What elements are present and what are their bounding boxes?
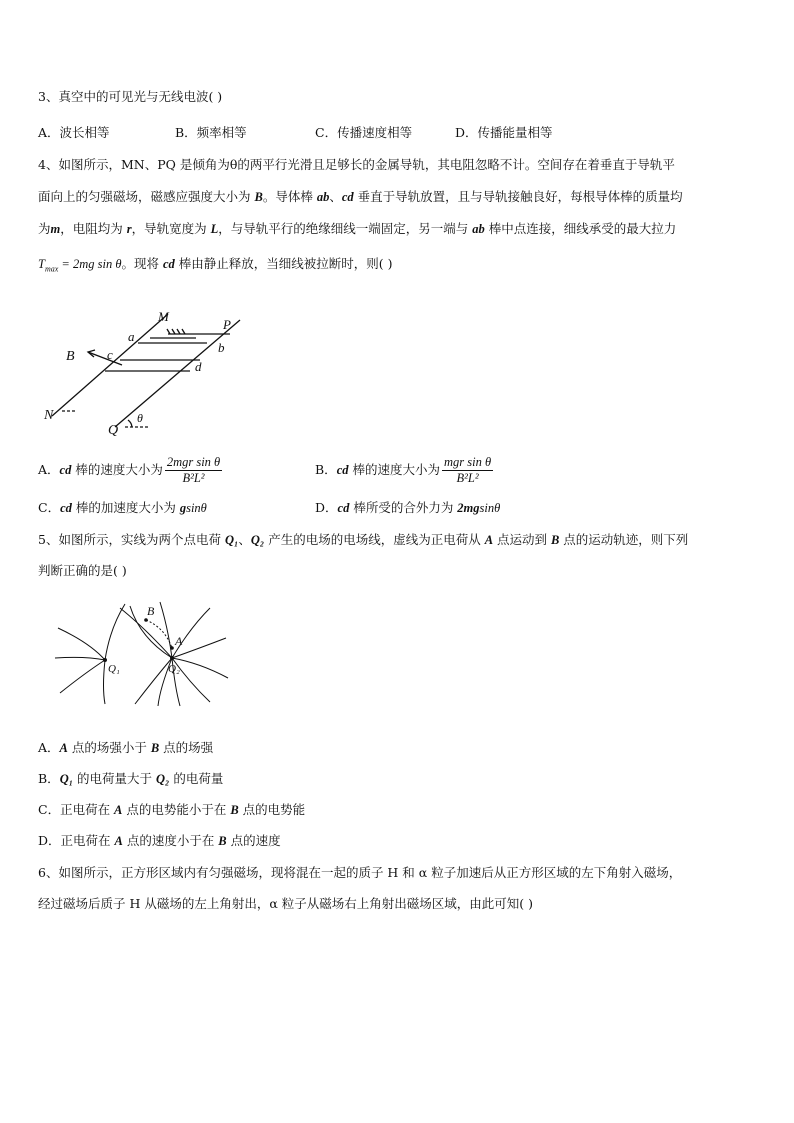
svg-text:c: c [107,347,113,362]
fraction: $\frac{\text{2mgr sin θ}}{\text{B²L²}}$ [166,455,221,485]
fraction: $\frac{\text{mgr sin θ}}{\text{B²L²}}$ [443,455,492,485]
q4-option-d: D．cd 棒所受的合外力为 2mgsinθ [315,500,501,515]
svg-text:B: B [147,604,155,618]
svg-text:N: N [44,408,54,423]
q6-line-1: 6、如图所示，正方形区域内有匀强磁场，现将混在一起的质子 H 和 α 粒子加速后从正方形区域的左下角射入磁场， [38,865,682,880]
q5-option-a: A．A 点的场强小于 B 点的场强 [38,740,214,755]
svg-text:B: B [66,349,75,364]
svg-text:P: P [223,317,231,332]
q4-rails-figure [40,310,260,440]
q5-option-d: D．正电荷在 A 点的速度小于在 B 点的速度 [38,833,281,848]
q4-option-b: B．cd 棒的速度大小为 $\frac{\text{mgr sin θ}}{\text{B²L²}}$ [315,455,492,485]
q4-option-c: C．cd 棒的加速度大小为 gsinθ [38,500,207,515]
q3-option-a: A．波长相等 [38,125,110,140]
q3-option-c: C．传播速度相等 [315,125,413,140]
svg-text:a: a [128,329,135,344]
q3-stem: 3、真空中的可见光与无线电波( ) [38,89,223,104]
q3-option-b: B．频率相等 [175,125,247,140]
q4-line-4: $T_{max} = 2mg$ sin θ。现将 cd 棒由静止释放，当细线被拉断时，则( ) [38,256,393,274]
svg-text:d: d [195,359,202,374]
q6-line-2: 经过磁场后质子 H 从磁场的左上角射出，α 粒子从磁场右上角射出磁场区域，由此可知( ) [38,896,533,911]
svg-text:θ: θ [137,411,143,425]
svg-text:M: M [158,310,169,324]
q5-field-figure [50,598,230,708]
q4-option-a: A．cd 棒的速度大小为 $\frac{\text{2mgr sin θ}}{\text{B²L²}}$ [38,455,221,485]
q5-line-1: 5、如图所示，实线为两个点电荷 Q₁、Q₂ 产生的电场的电场线，虚线为正电荷从 A 点运动到 B 点的运动轨迹，则下列 [38,532,689,547]
svg-text:Q₂: Q₂ [168,663,180,675]
q5-option-b: B．Q₁ 的电荷量大于 Q₂ 的电荷量 [38,771,224,786]
svg-text:Q₁: Q₁ [108,663,120,675]
q4-line-3: 为m，电阻均为 r，导轨宽度为 L，与导轨平行的绝缘细线一端固定，另一端与 ab 棒中点连接，细线承受的最大拉力 [38,221,677,236]
q3-option-d: D．传播能量相等 [455,125,553,140]
q4-line-2: 面向上的匀强磁场，磁感应强度大小为 B。导体棒 ab、cd 垂直于导轨放置，且与导轨接触良好，每根导体棒的质量均 [38,189,683,204]
svg-text:b: b [218,340,225,355]
q5-option-c: C．正电荷在 A 点的电势能小于在 B 点的电势能 [38,802,306,817]
svg-text:A: A [175,634,183,648]
tmax-formula: $T_{max} = 2mg$ sin θ [38,257,122,274]
q4-line-1: 4、如图所示，MN、PQ 是倾角为θ的两平行光滑且足够长的金属导轨，其电阻忽略不计。空间存在着垂直于导轨平 [38,157,675,172]
svg-text:Q: Q [108,423,119,438]
q5-line-2: 判断正确的是( ) [38,563,127,578]
